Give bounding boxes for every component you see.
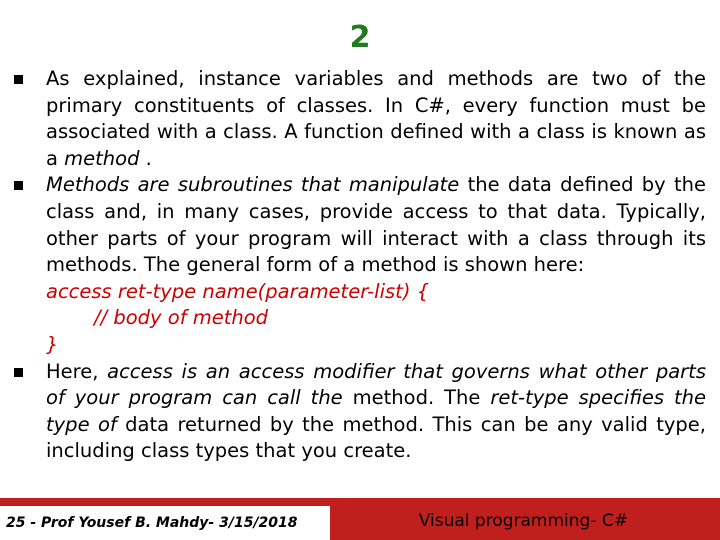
bullet-text-part: . <box>139 146 152 170</box>
bullet-text <box>46 172 706 278</box>
slide-title: 2 <box>349 20 371 55</box>
bullet-item <box>14 172 706 358</box>
bullet-text-part: method <box>64 146 140 170</box>
bullet-item <box>14 66 706 172</box>
bullet-text-part: ret-type specifies the type of <box>46 386 706 436</box>
bullet-text <box>46 66 706 172</box>
bullet-text-part: data returned by the method. This can be any valid type, including class types that you create. <box>46 412 706 463</box>
bullet-item <box>14 359 706 465</box>
square-bullet-icon <box>14 368 23 377</box>
bullet-text-part: the data defined by the class and, in many cases, provide access to that data. Typically, other parts of your program will interact with a class through its methods. The general form of a method is shown here: <box>46 173 707 277</box>
bullet-text-part: As explained, instance variables and methods are two of the primary constituents of classes. In C#, every function must be associated with a class. A function defined with a class is known as a <box>46 67 706 170</box>
code-line: access ret-type name(parameter-list) { <box>46 279 430 303</box>
square-bullet-icon <box>14 75 23 84</box>
code-line: // body of method <box>94 306 269 330</box>
bullet-text-part: Here, <box>46 359 108 383</box>
bullet-text-part: method. The <box>342 386 491 410</box>
footer-author-date: 25 - Prof Yousef B. Mahdy- 3/15/2018 <box>6 515 298 531</box>
bullet-text-part: access is an access modifier that governs what other parts of your program can call the <box>46 359 706 410</box>
code-line: } <box>46 332 59 356</box>
bullet-list <box>14 66 706 465</box>
square-bullet-icon <box>14 181 23 190</box>
bullet-text-part: Methods are subroutines that manipulate <box>46 173 460 197</box>
footer-course-title: Visual programming- C# <box>418 511 628 531</box>
bullet-text <box>46 359 706 465</box>
footer-band <box>0 498 720 540</box>
